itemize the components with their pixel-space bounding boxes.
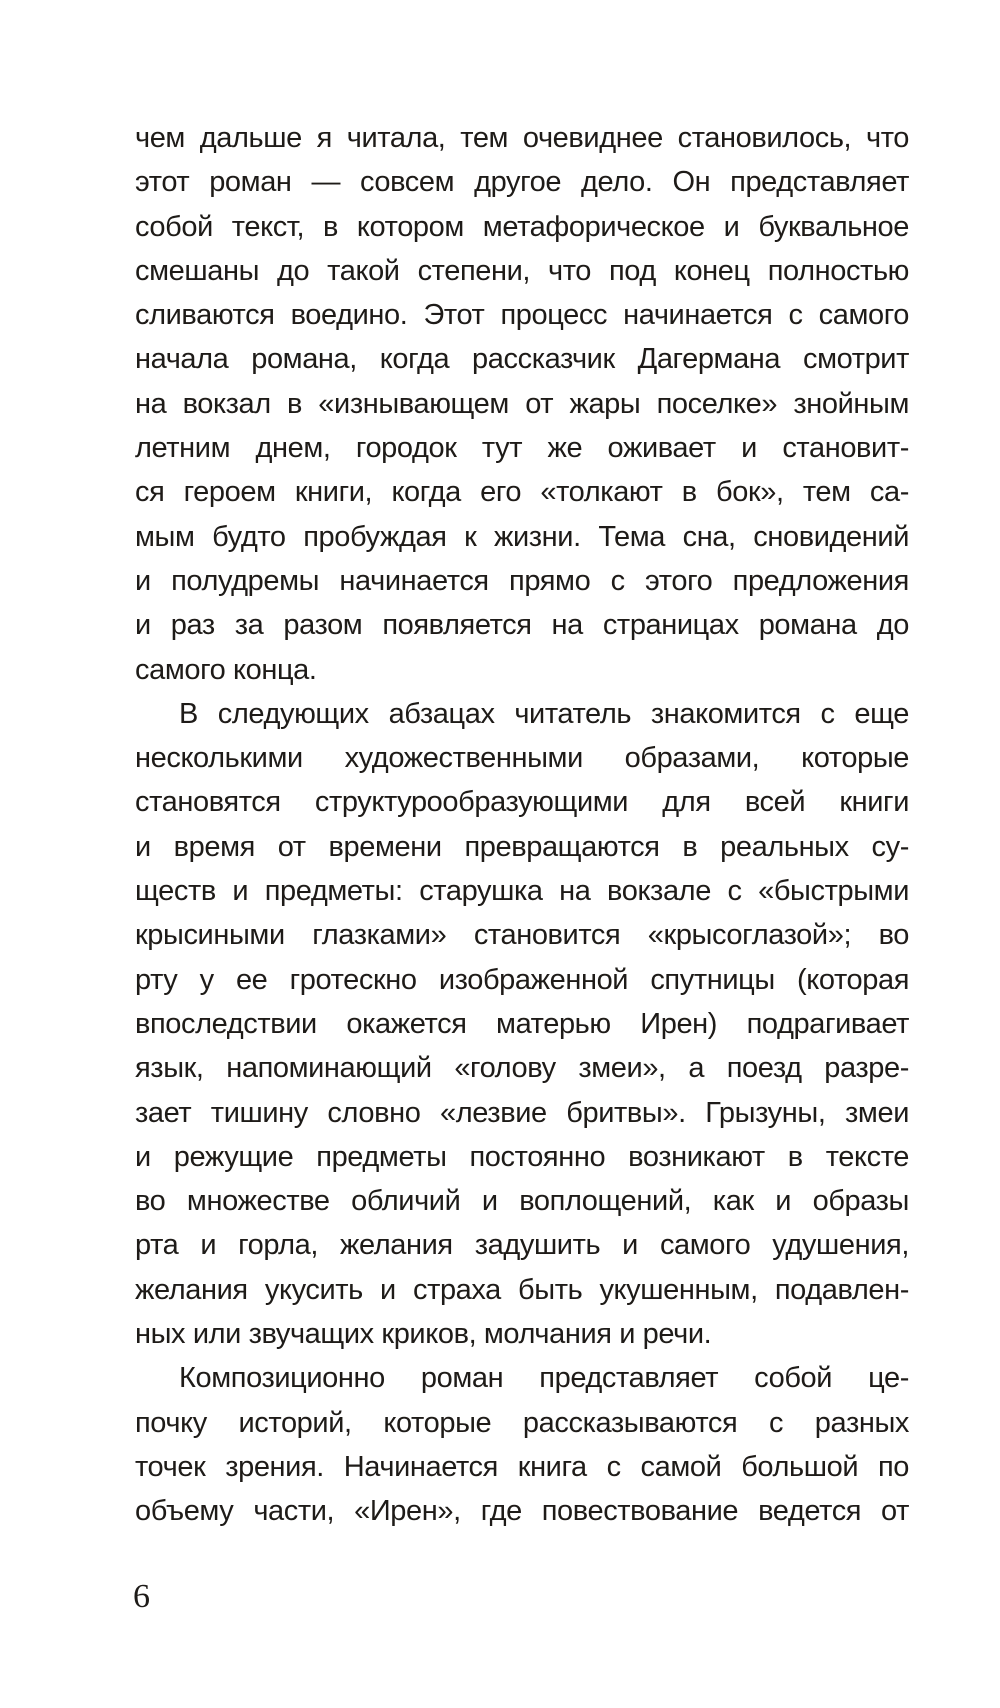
text-line: чем дальше я читала, тем очевиднее становилось, что — [135, 122, 909, 154]
text-line: почку историй, которые рассказываются с разных — [135, 1406, 909, 1439]
text-line: В следующих абзацах читатель знакомится с еще — [179, 697, 909, 730]
text-line: самого конца. — [135, 653, 317, 686]
paragraph — [135, 692, 909, 1356]
text-line: объему части, «Ирен», где повествование ведется от — [135, 1495, 909, 1528]
text-line: собой текст, в котором метафорическое и буквальное — [135, 210, 909, 243]
text-line: смешаны до такой степени, что под конец полностью — [135, 254, 909, 287]
text-line: крысиными глазками» становится «крысоглазой»; во — [135, 919, 909, 952]
text-line: Композиционно роман представляет собой це- — [179, 1362, 909, 1395]
page-body-text — [135, 116, 909, 1534]
text-line: ся героем книги, когда его «толкают в бок», тем са- — [135, 476, 909, 509]
text-line: и полудремы начинается прямо с этого предложения — [135, 564, 909, 597]
text-line: сливаются воедино. Этот процесс начинается с самого — [135, 299, 909, 332]
text-line: зает тишину словно «лезвие бритвы». Грызуны, змеи — [135, 1096, 909, 1129]
text-line: точек зрения. Начинается книга с самой большой по — [135, 1450, 909, 1483]
text-line: ществ и предметы: старушка на вокзале с «быстрыми — [135, 875, 909, 908]
text-line: язык, напоминающий «голову змеи», а поезд разре- — [135, 1052, 909, 1085]
paragraph — [135, 116, 909, 692]
text-line: желания укусить и страха быть укушенным, подавлен- — [135, 1273, 909, 1306]
text-line: впоследствии окажется матерью Ирен) подрагивает — [135, 1007, 909, 1040]
text-line: ных или звучащих криков, молчания и речи. — [135, 1318, 712, 1351]
text-line: и время от времени превращаются в реальных су- — [135, 830, 909, 863]
text-line: становятся структурообразующими для всей книги — [135, 786, 909, 819]
text-line: во множестве обличий и воплощений, как и образы — [135, 1185, 909, 1218]
text-line: рту у ее гротескно изображенной спутницы (которая — [135, 963, 909, 996]
text-line: несколькими художественными образами, которые — [135, 742, 909, 775]
text-line: рта и горла, желания задушить и самого удушения, — [135, 1229, 909, 1262]
text-line: этот роман — совсем другое дело. Он представляет — [135, 166, 909, 199]
text-line: и раз за разом появляется на страницах романа до — [135, 609, 909, 642]
text-line: начала романа, когда рассказчик Дагермана смотрит — [135, 343, 909, 376]
page-number: 6 — [133, 1578, 150, 1615]
text-line: на вокзал в «изнывающем от жары поселке» знойным — [135, 387, 909, 420]
paragraph — [135, 1356, 909, 1533]
text-line: и режущие предметы постоянно возникают в тексте — [135, 1140, 909, 1173]
text-line: мым будто пробуждая к жизни. Тема сна, сновидений — [135, 520, 909, 553]
text-line: летним днем, городок тут же оживает и становит- — [135, 432, 909, 465]
